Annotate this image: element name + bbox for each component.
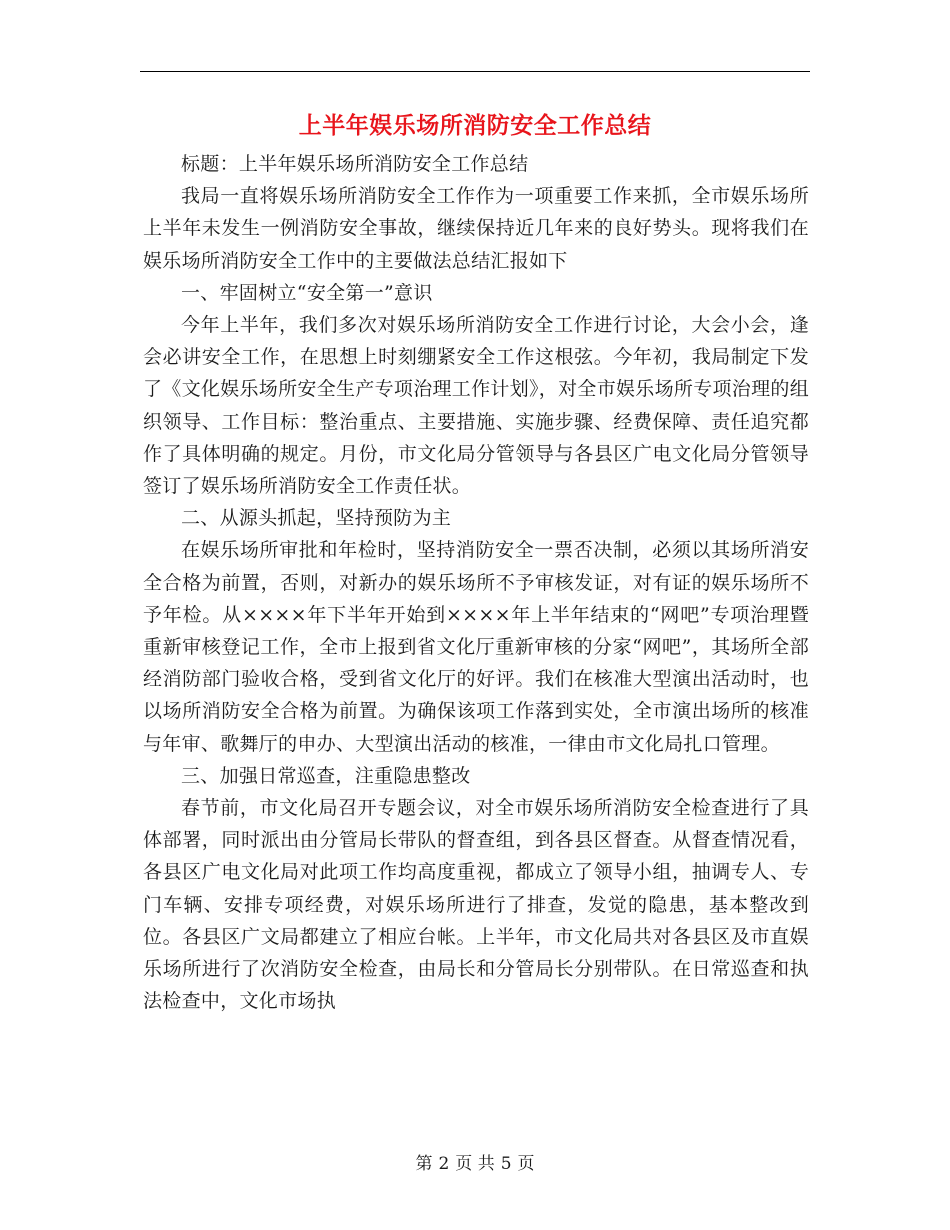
page-footer: [0, 1152, 950, 1176]
footer-suffix: 页: [517, 1154, 535, 1174]
document-title: 上半年娱乐场所消防安全工作总结: [298, 112, 652, 139]
section-2-paragraph: 在娱乐场所审批和年检时，坚持消防安全一票否决制，必须以其场所消安全合格为前置，否则，对新办的娱乐场所不予审核发证，对有证的娱乐场所不予年检。从××××年下半年开始到××××年上半年结束的“网吧”专项治理暨重新审核登记工作，全市上报到省文化厅重新审核的分家“网吧”，其场所全部经消防部门验收合格，受到省文化厅的好评。我们在核准大型演出活动时，也以场所消防安全合格为前置。为确保该项工作落到实处，全市演出场所的核准与年审、歌舞厅的申办、大型演出活动的核准，一律由市文化局扎口管理。: [143, 539, 809, 755]
total-pages: 5: [500, 1154, 512, 1174]
section-heading-2: 二、从源头抓起，坚持预防为主: [181, 507, 452, 530]
footer-prefix: 第: [415, 1154, 433, 1174]
section-heading-3: 三、加强日常巡查，注重隐患整改: [181, 764, 471, 787]
intro-paragraph: 我局一直将娱乐场所消防安全工作作为一项重要工作来抓，全市娱乐场所上半年未发生一例消防安全事故，继续保持近几年来的良好势头。现将我们在娱乐场所消防安全工作中的主要做法总结汇报如下: [143, 185, 809, 272]
header-rule: [140, 71, 810, 72]
section-3-paragraph: 春节前，市文化局召开专题会议，对全市娱乐场所消防安全检查进行了具体部署，同时派出由分管局长带队的督查组，到各县区督查。从督查情况看，各县区广电文化局对此项工作均高度重视，都成立了领导小组，抽调专人、专门车辆、安排专项经费，对娱乐场所进行了排查，发觉的隐患，基本整改到位。各县区广文局都建立了相应台帐。上半年，市文化局共对各县区及市直娱乐场所进行了次消防安全检查，由局长和分管局长分别带队。在日常巡查和执法检查中，文化市场执: [143, 797, 809, 1013]
section-heading-1: 一、牢固树立“安全第一”意识: [181, 281, 433, 304]
section-1-paragraph: 今年上半年，我们多次对娱乐场所消防安全工作进行讨论，大会小会，逢会必讲安全工作，在思想上时刻绷紧安全工作这根弦。今年初，我局制定下发了《文化娱乐场所安全生产专项治理工作计划》，对全市娱乐场所专项治理的组织领导、工作目标：整治重点、主要措施、实施步骤、经费保障、责任追究都作了具体明确的规定。月份，市文化局分管领导与各县区广电文化局分管领导签订了娱乐场所消防安全工作责任状。: [143, 314, 810, 498]
document-body: [143, 148, 809, 1017]
page-number: 2: [438, 1154, 450, 1174]
footer-middle: 页 共: [455, 1154, 495, 1174]
subject-line: 标题：上半年娱乐场所消防安全工作总结: [181, 153, 529, 175]
